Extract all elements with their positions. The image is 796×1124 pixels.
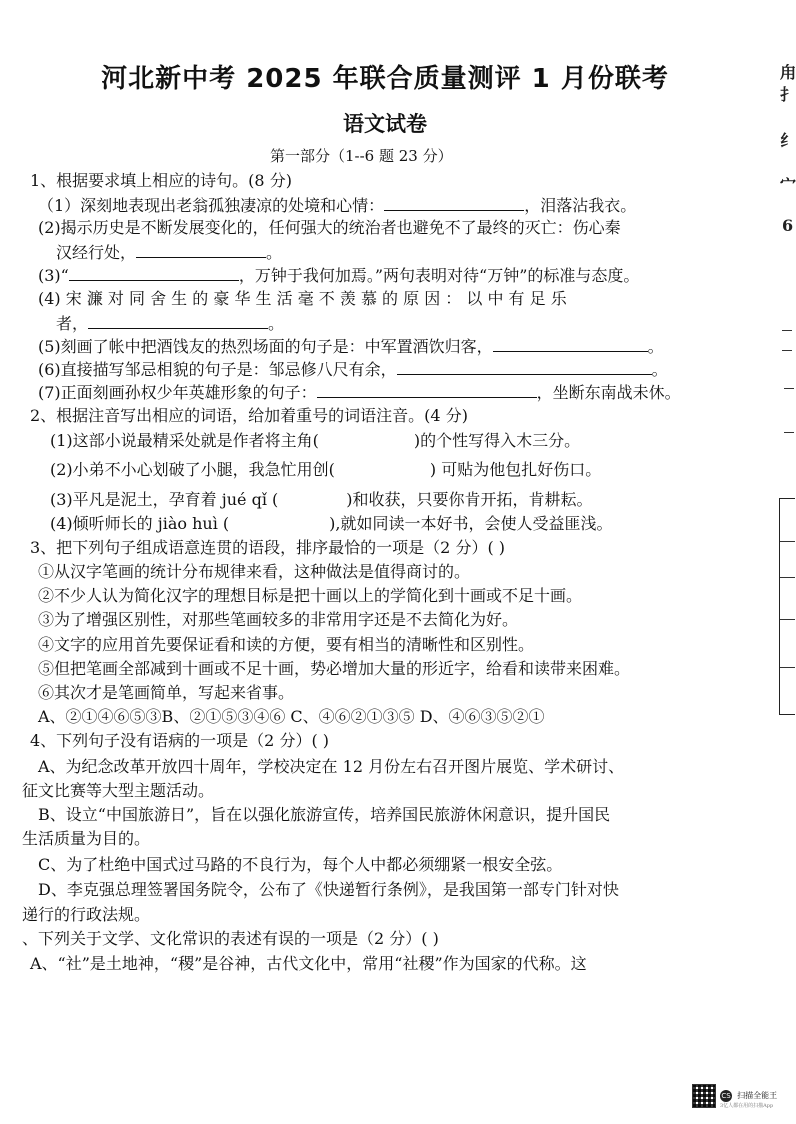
watermark-label [720, 1083, 777, 1109]
q1-item-4-text: 者， [56, 314, 89, 333]
q3-stem: 3、把下列句子组成语意连贯的语段，排序最恰的一项是（2 分）( ) [30, 538, 506, 557]
q1-item-4-cont [56, 312, 284, 335]
q1-item-6-tail: 。 [651, 360, 668, 379]
q2-item-1-text: (1)这部小说最精采处就是作者将主角( [50, 431, 319, 450]
q4-option-d: D、李克强总理签署国务院令，公布了《快递暂行条例》，是我国第一部专门针对快 [38, 880, 619, 899]
q2-item-2 [50, 459, 601, 481]
q2-item-4 [50, 513, 613, 535]
q1-item-5-text: (5)刻画了帐中把酒饯友的热烈场面的句子是：中军置酒饮归客， [38, 337, 493, 356]
q1-item-2-cont [56, 241, 282, 264]
answer-blank[interactable] [384, 194, 524, 211]
answer-blank[interactable] [397, 358, 652, 375]
q1-item-7-tail: ，坐断东南战未休。 [536, 383, 681, 402]
q5-option-a: A、“社”是土地神，“稷”是谷神，古代文化中，常用“社稷”作为国家的代称。这 [30, 954, 587, 973]
exam-subtitle: 语文试卷 [343, 112, 427, 136]
scanner-logo-icon: CS [721, 1092, 731, 1100]
q1-item-7 [38, 381, 681, 404]
q4-option-b-cont: 生活质量为目的。 [22, 829, 151, 848]
q4-option-b: B、设立“中国旅游日”，旨在以强化旅游宣传，培养国民旅游休闲意识，提升国民 [38, 805, 611, 824]
q1-item-1 [38, 194, 636, 217]
answer-blank[interactable] [69, 264, 239, 281]
q3-sentence-4: ④文字的应用首先要保证看和读的方便，要有相当的清晰性和区别性。 [38, 635, 535, 654]
q1-item-7-text: (7)正面刻画孙权少年英雄形象的句子： [38, 383, 317, 402]
q1-item-6-text: (6)直接描写邹忌相貌的句子是：邹忌修八尺有余， [38, 360, 397, 379]
margin-fragment: 纟 [780, 131, 796, 150]
exam-title: 河北新中考 2025 年联合质量测评 1 月份联考 [101, 64, 669, 94]
q2-item-4-tail: ),就如同读一本好书，会使人受益匪浅。 [329, 514, 613, 533]
q2-item-4-text: (4)倾听师长的 jiào huì ( [50, 514, 230, 533]
margin-dash [782, 350, 792, 351]
q4-option-a: A、为纪念改革开放四十周年，学校决定在 12 月份左右召开图片展览、学术研讨、 [38, 757, 625, 776]
watermark-text: 扫描全能王 [737, 1091, 778, 1100]
margin-fragment: 甪 [780, 63, 796, 82]
q2-item-3-tail: )和收获，只要你肯开拓，肯耕耘。 [346, 490, 593, 509]
q1-item-2-tail: 。 [266, 243, 283, 262]
part-heading: 第一部分（1--6 题 23 分） [270, 147, 453, 165]
margin-table-fragment [779, 498, 795, 715]
q1-item-5-tail: 。 [647, 337, 664, 356]
q1-item-4: (4) 宋 濂 对 同 舍 生 的 豪 华 生 活 毫 不 羡 慕 的 原 因 ： 以 中 有 足 乐 [38, 289, 567, 308]
q4-option-a-cont: 征文比赛等大型主题活动。 [22, 781, 215, 800]
margin-table-line [780, 541, 795, 542]
answer-blank[interactable] [136, 241, 266, 258]
q1-item-2-text: 汉经行处， [56, 243, 137, 262]
margin-table-line [780, 577, 795, 578]
q1-stem: 1、根据要求填上相应的诗句。(8 分) [30, 171, 292, 190]
margin-fragment: 宀 [780, 175, 796, 194]
qr-code-icon [692, 1084, 716, 1108]
margin-fragment: 扌 [780, 85, 796, 104]
margin-table-line [780, 619, 795, 620]
scanner-watermark [692, 1083, 784, 1109]
q2-stem: 2、根据注音写出相应的词语，给加着重号的词语注音。(4 分) [30, 406, 468, 425]
q1-item-4-tail: 。 [268, 314, 285, 333]
answer-blank[interactable] [88, 312, 268, 329]
q1-item-3 [38, 264, 639, 287]
q3-sentence-5: ⑤但把笔画全部减到十画或不足十画，势必增加大量的形近字，给看和读带来困难。 [38, 659, 631, 678]
watermark-subtext: 3亿人都在用的扫描App [720, 1103, 774, 1109]
q3-sentence-3: ③为了增强区别性，对那些笔画较多的非常用字还是不去简化为好。 [38, 610, 519, 629]
q2-item-1 [50, 430, 580, 452]
q2-item-3-text: (3)平凡是泥土，孕育着 jué qǐ ( [50, 490, 279, 509]
q1-item-5 [38, 335, 664, 358]
answer-blank[interactable] [493, 335, 648, 352]
q4-option-d-cont: 递行的行政法规。 [22, 905, 151, 924]
margin-fragment: 6 [782, 216, 794, 235]
q4-stem: 4、下列句子没有语病的一项是（2 分）( ) [30, 731, 330, 750]
margin-dash [784, 432, 794, 433]
q5-stem: 、下列关于文学、文化常识的表述有误的一项是（2 分）( ) [22, 929, 439, 948]
q1-item-1-tail: ，泪落沾我衣。 [524, 196, 637, 215]
q3-sentence-2: ②不少人认为简化汉字的理想目标是把十画以上的学简化到十画或不足十画。 [38, 586, 583, 605]
q4-option-c: C、为了杜绝中国式过马路的不良行为，每个人中都必须绷紧一根安全弦。 [38, 855, 563, 874]
q3-sentence-1: ①从汉字笔画的统计分布规律来看，这种做法是值得商讨的。 [38, 562, 471, 581]
q2-item-2-tail: ) 可贴为他包扎好伤口。 [429, 460, 602, 479]
q1-item-3-text: (3)“ [38, 266, 69, 285]
q1-item-3-tail: ，万钟于我何加焉。”两句表明对待“万钟”的标准与态度。 [238, 266, 640, 285]
answer-blank[interactable] [317, 381, 537, 398]
q2-item-2-text: (2)小弟不小心划破了小腿，我急忙用创( [50, 460, 335, 479]
q1-item-1-text: （1）深刻地表现出老翁孤独凄凉的处境和心情： [38, 196, 385, 215]
q3-sentence-6: ⑥其次才是笔画简单，写起来省事。 [38, 683, 295, 702]
q3-options: A、②①④⑥⑤③B、②①⑤③④⑥ C、④⑥②①③⑤ D、④⑥③⑤②① [38, 707, 545, 726]
q1-item-2: (2)揭示历史是不断发展变化的，任何强大的统治者也避免不了最终的灭亡：伤心秦 [38, 218, 621, 237]
margin-dash [782, 330, 792, 331]
margin-dash [784, 388, 794, 389]
q1-item-6 [38, 358, 668, 381]
q2-item-3 [50, 489, 593, 511]
q2-item-1-tail: )的个性写得入木三分。 [413, 431, 581, 450]
margin-table-line [780, 667, 795, 668]
